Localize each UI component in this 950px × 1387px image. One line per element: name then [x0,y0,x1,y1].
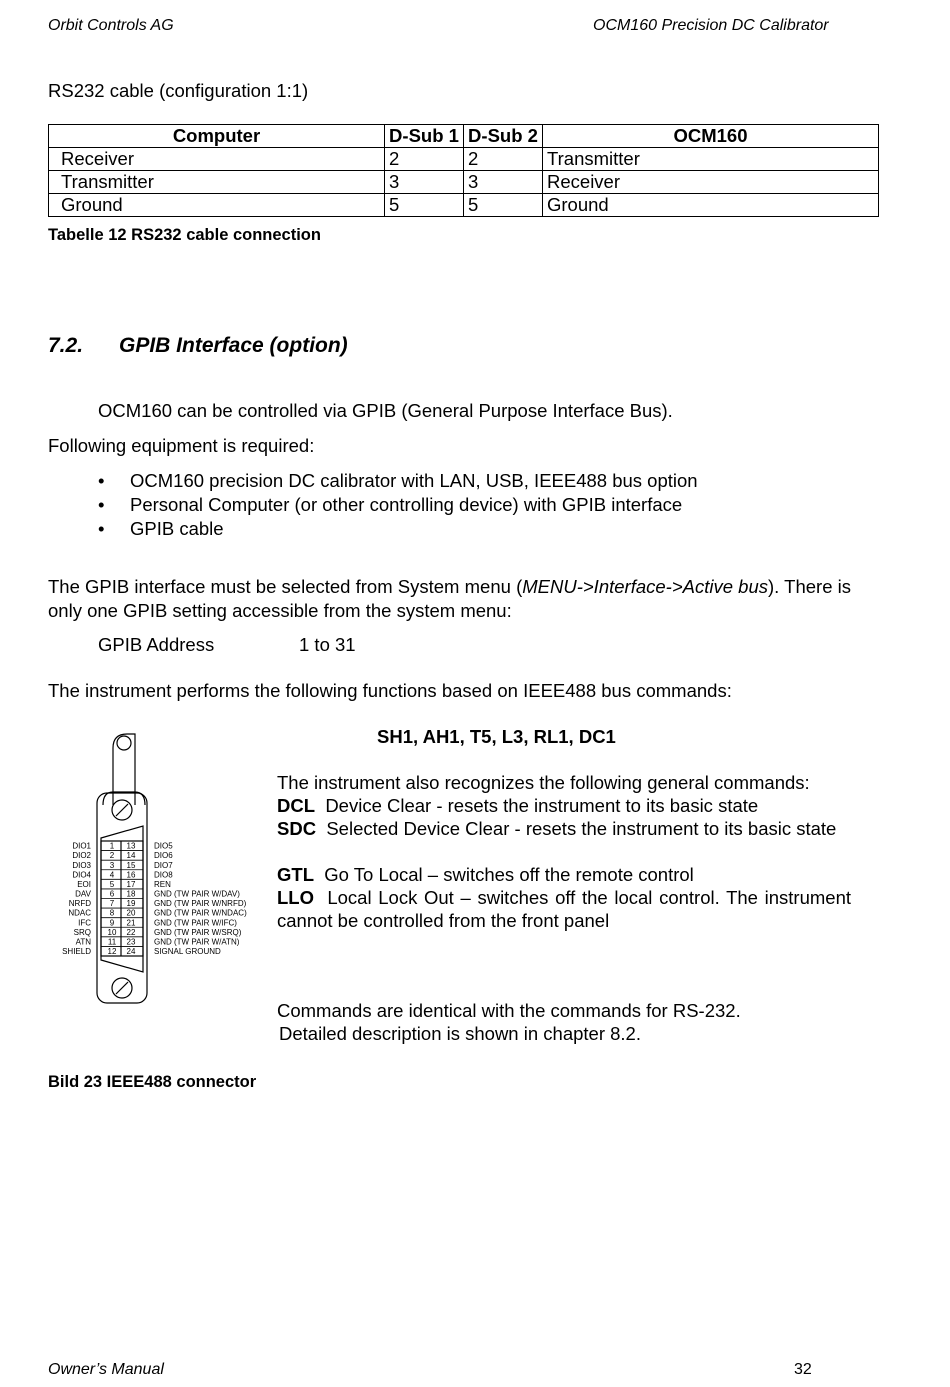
header-left: Orbit Controls AG [48,17,174,34]
table-cell: 2 [385,148,464,171]
command-key: LLO [277,887,314,908]
pin-number-left: 12 [107,947,117,956]
pin-number-right: 20 [126,908,136,918]
column-header: D-Sub 1 [385,125,464,148]
pin-number-right: 19 [126,899,136,909]
pin-label-left: NRFD [68,899,91,909]
command-gtl: GTL Go To Local – switches off the remote control [277,864,694,885]
pin-label-right: DIO7 [154,860,173,870]
command-key: DCL [277,795,316,816]
pin-label-left: SRQ [73,927,91,937]
column-header: D-Sub 2 [464,125,543,148]
table-row [49,194,879,217]
pin-label-right: SIGNAL GROUND [154,947,221,956]
intro-text: OCM160 can be controlled via GPIB (General Purpose Interface Bus). [98,400,673,421]
pin-number-right: 16 [126,870,136,880]
table-cell: Ground [49,194,385,217]
table-cell: Transmitter [543,148,879,171]
section-number: 7.2. [48,334,84,357]
rs232-title: RS232 cable (configuration 1:1) [48,80,309,101]
bullet-icon: • [98,470,105,491]
bullet-icon: • [98,494,105,515]
figure-caption: Bild 23 IEEE488 connector [48,1073,257,1091]
command-dcl: DCL Device Clear - resets the instrument to its basic state [277,795,759,816]
page-number: 32 [794,1361,812,1378]
screw-slot [116,982,128,994]
cable-outline [113,734,135,805]
pin-label-right: DIO5 [154,841,173,851]
pin-number-right: 13 [126,841,136,851]
table-cell: 3 [385,171,464,194]
list-item: • Personal Computer (or other controlling device) with GPIB interface [98,494,683,515]
column-header: Computer [49,125,385,148]
pin-rows [62,842,247,956]
rs232-table [48,124,879,217]
table-header-row [49,125,879,148]
pin-number-right: 21 [126,918,136,928]
pin-label-left: DAV [75,889,91,899]
pin-number-right: 18 [126,889,136,899]
pin-number-left: 9 [109,918,115,928]
pin-label-left: DIO3 [72,860,91,870]
equipment-list [98,469,698,541]
cable-eye-icon [117,736,131,750]
command-key: GTL [277,864,314,885]
general-intro: The instrument also recognizes the following general commands: [277,772,810,793]
table-cell: 3 [464,171,543,194]
pin-label-left: IFC [78,918,91,928]
table-cell: Receiver [49,148,385,171]
pin-label-right: DIO6 [154,851,173,861]
pin-number-left: 5 [109,879,115,889]
footer-left: Owner’s Manual [48,1361,164,1378]
list-item: • GPIB cable [98,518,224,539]
functions-text: The instrument performs the following functions based on IEEE488 bus commands: [48,680,732,701]
pin-number-right: 23 [126,937,136,947]
command-llo: LLO Local Lock Out – switches off the local control. The instrument cannot be controlled from the front panel [277,887,852,931]
pin-number-left: 7 [109,899,115,909]
pin-number-left: 2 [109,851,115,861]
pin-number-right: 24 [126,947,136,956]
pin-label-right: GND (TW PAIR W/NRFD) [154,899,247,909]
gpib-address-value: 1 to 31 [299,634,356,655]
pin-number-left: 10 [107,927,117,937]
select-paragraph: The GPIB interface must be selected from System menu (MENU->Interface->Active bus). There is only one GPIB setting accessible from the system menu: [48,576,852,621]
pin-label-left: DIO2 [72,851,91,861]
table-cell: Transmitter [49,171,385,194]
table-cell: Ground [543,194,879,217]
table-cell: Receiver [543,171,879,194]
pin-label-right: GND (TW PAIR W/NDAC) [154,908,247,918]
table-row [49,171,879,194]
command-sdc: SDC Selected Device Clear - resets the instrument to its basic state [277,818,837,839]
bullet-icon: • [98,518,105,539]
pin-number-right: 22 [126,927,136,937]
identical-text: Commands are identical with the commands for RS-232. [277,1000,741,1021]
pin-number-left: 4 [109,870,115,880]
table-cell: 2 [464,148,543,171]
menu-path: MENU->Interface->Active bus [522,576,769,597]
pin-label-right: DIO8 [154,870,173,880]
pin-label-right: GND (TW PAIR W/SRQ) [154,927,242,937]
pin-number-right: 17 [126,879,136,889]
table-cell: 5 [464,194,543,217]
list-item: • OCM160 precision DC calibrator with LAN, USB, IEEE488 bus option [98,470,698,491]
table-caption: Tabelle 12 RS232 cable connection [48,226,321,244]
pin-number-right: 14 [126,851,136,861]
pin-number-right: 15 [126,860,136,870]
pin-number-left: 8 [109,908,115,918]
gpib-address-label: GPIB Address [98,634,215,655]
section-title: GPIB Interface (option) [119,334,348,357]
pin-label-left: NDAC [68,908,91,918]
detail-text: Detailed description is shown in chapter 8.2. [279,1023,641,1044]
pin-label-right: GND (TW PAIR W/DAV) [154,889,240,899]
table-row [49,148,879,171]
pin-number-left: 3 [109,860,115,870]
plug-shoulder [103,792,145,805]
header-right: OCM160 Precision DC Calibrator [593,17,829,34]
required-label: Following equipment is required: [48,435,315,456]
functions-list: SH1, AH1, T5, L3, RL1, DC1 [377,726,616,747]
pin-label-right: GND (TW PAIR W/IFC) [154,918,237,928]
command-key: SDC [277,818,317,839]
pin-label-left: DIO4 [72,870,91,880]
pin-label-right: REN [154,879,171,889]
ieee488-connector-diagram [55,730,270,1010]
pin-label-right: GND (TW PAIR W/ATN) [154,937,240,947]
pin-label-left: ATN [75,937,91,947]
table-cell: 5 [385,194,464,217]
pin-number-left: 1 [109,841,115,851]
pin-label-left: EOI [77,879,91,889]
pin-label-left: DIO1 [72,841,91,851]
pin-number-left: 6 [109,889,115,899]
column-header: OCM160 [543,125,879,148]
pin-number-left: 11 [107,937,117,947]
screw-slot [116,804,128,816]
pin-label-left: SHIELD [62,947,91,956]
